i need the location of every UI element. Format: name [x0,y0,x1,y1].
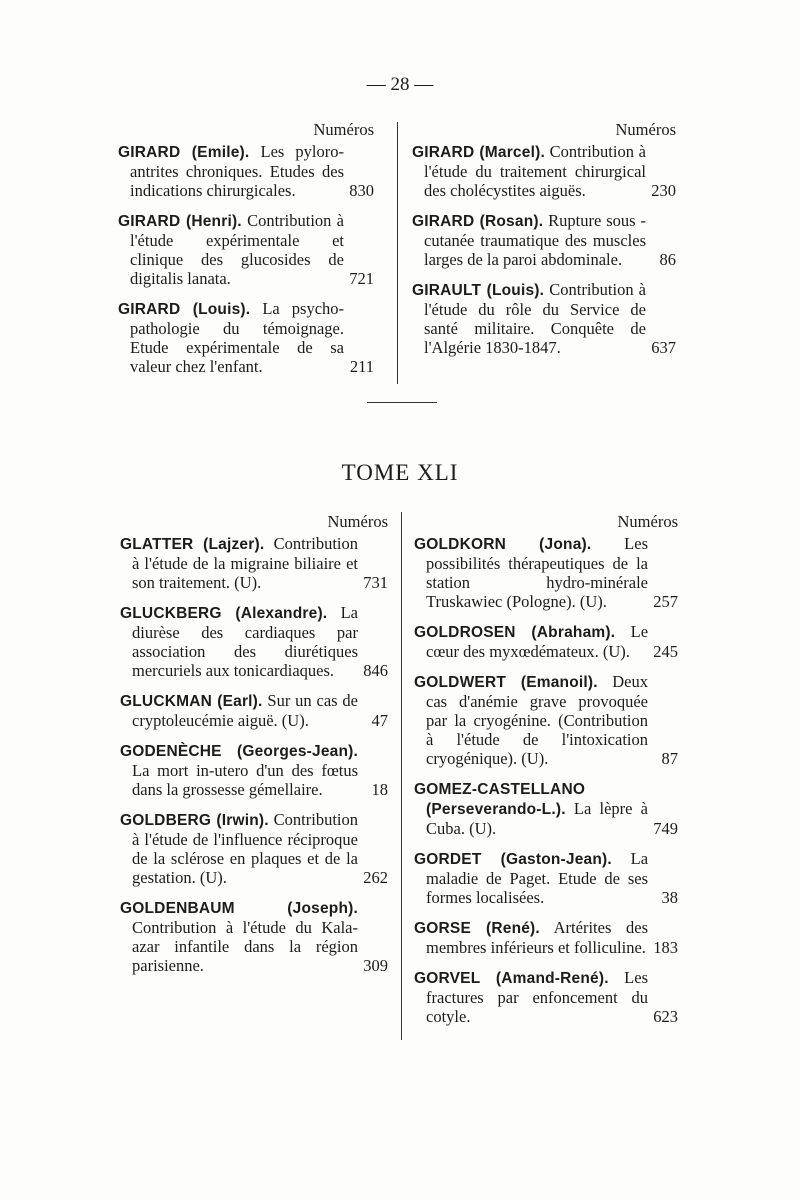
entry-text: Le cœur des myxœdémateux. (U). [426,622,649,661]
entry-text: Contribution à l'étude de la migraine biliaire et son traitement. (U). [132,534,359,592]
index-entry [120,603,388,680]
entry-name: GLUCKMAN (Earl). [120,693,263,710]
section1-right-column [412,120,676,368]
column-divider [397,122,398,384]
section-separator [367,402,437,403]
index-entry [118,142,374,200]
entry-number: 749 [653,819,678,838]
entry-name: GIRARD (Marcel). [412,144,545,161]
section2-left-column [120,512,388,986]
entry-name: GORVEL (Amand-René). [414,970,609,987]
entry-number: 230 [651,181,676,200]
entry-number: 38 [661,888,678,907]
entry-number: 47 [371,711,388,730]
entry-name: GIRARD (Rosan). [412,213,544,230]
entry-name: GODENÈCHE (Georges-Jean). [120,743,358,760]
entry-name: GIRARD (Louis). [118,301,251,318]
entry-name: GOLDWERT (Emanoil). [414,674,598,691]
entry-number: 245 [653,642,678,661]
entry-number: 309 [363,956,388,975]
column-header: Numéros [327,512,388,531]
entry-text: La diurèse des cardiaques par association des diurétiques mercuriels aux tonicardiaques. [132,603,358,680]
entry-number: 183 [653,938,678,957]
entry-text: La psycho-pathologie du témoignage. Etude expérimentale de sa valeur chez l'enfant. [130,299,345,376]
index-entry [120,534,388,592]
entry-text: Contribution à l'étude de l'influence réciproque de la sclérose en plaques et de la gestation. (U). [132,810,358,887]
entry-text: La lèpre à Cuba. (U). [426,799,649,838]
entry-name: GORSE (René). [414,920,540,937]
entry-text: Les fractures par enfoncement du cotyle. [426,968,648,1026]
index-entry [118,211,374,288]
index-entry [414,918,678,957]
entry-name: GORDET (Gaston-Jean). [414,851,612,868]
entry-number: 830 [349,181,374,200]
index-entry [120,691,388,730]
entry-number: 87 [661,749,678,768]
entry-name: GOLDBERG (Irwin). [120,812,269,829]
entry-text: Deux cas d'anémie grave provoquée par la cryogénine. (Contribution à l'étude de l'intoxication cryogénique). (U). [426,672,648,768]
entry-name: GIRARD (Henri). [118,213,242,230]
index-entry [414,622,678,661]
entry-name: GOLDROSEN (Abraham). [414,624,616,641]
entry-text: Artérites des membres inférieurs et folliculine. [426,918,648,957]
entry-text: Les pyloro-antrites chroniques. Etudes des indications chirurgicales. [130,142,344,200]
entry-number: 731 [363,573,388,592]
section2-right-column [414,512,678,1037]
section1-left-column [118,120,374,387]
entry-text: La maladie de Paget. Etude de ses formes localisées. [426,849,649,907]
index-entry [414,968,678,1026]
entry-number: 262 [363,868,388,887]
index-entry [414,672,678,768]
entry-number: 18 [371,780,388,799]
entry-number: 257 [653,592,678,611]
entry-number: 623 [653,1007,678,1026]
entry-text: Contribution à l'étude du traitement chirurgical des cholécystites aiguës. [424,142,646,200]
entry-text: Contribution à l'étude expérimentale et clinique des glucosides de digitalis lanata. [130,211,344,288]
column-divider [401,512,402,1040]
entry-text: Contribution à l'étude du Kala-azar infantile dans la région parisienne. [132,918,358,975]
entry-text: Sur un cas de cryptoleucémie aiguë. (U). [132,691,358,730]
entry-number: 86 [659,250,676,269]
index-entry [120,741,388,799]
entry-name: GLUCKBERG (Alexandre). [120,605,328,622]
index-entry [118,299,374,376]
entry-name: GIRARD (Emile). [118,144,250,161]
index-entry [120,898,388,975]
entry-text: Rupture sous - cutanée traumatique des muscles larges de la paroi abdominale. [424,211,647,269]
entry-text: Contribution à l'étude du rôle du Service de santé militaire. Conquête de l'Algérie 1830-1847. [424,280,646,357]
entry-name: GOLDENBAUM (Joseph). [120,900,358,917]
tome-title: TOME XLI [341,460,459,485]
entry-number: 846 [363,661,388,680]
column-header: Numéros [617,512,678,531]
entry-number: 211 [349,357,374,376]
entry-name: GLATTER (Lajzer). [120,536,265,553]
column-header: Numéros [313,120,374,139]
index-entry [412,142,676,200]
entry-text: Les possibilités thérapeutiques de la station hydro-minérale Truskawiec (Pologne). (U). [426,534,648,611]
index-entry [414,849,678,907]
column-header: Numéros [615,120,676,139]
entry-number: 721 [349,269,374,288]
entry-number: 637 [651,338,676,357]
index-entry [414,534,678,611]
index-entry [412,211,676,269]
entry-name: GOMEZ-CASTELLANO (Perseverando-L.). [414,781,586,818]
page-number: — 28 — [366,74,434,95]
entry-name: GIRAULT (Louis). [412,282,545,299]
entry-text: La mort in-utero d'un des fœtus dans la grossesse gémellaire. [132,761,358,799]
index-entry [412,280,676,357]
index-entry [414,779,678,838]
entry-name: GOLDKORN (Jona). [414,536,592,553]
index-entry [120,810,388,887]
